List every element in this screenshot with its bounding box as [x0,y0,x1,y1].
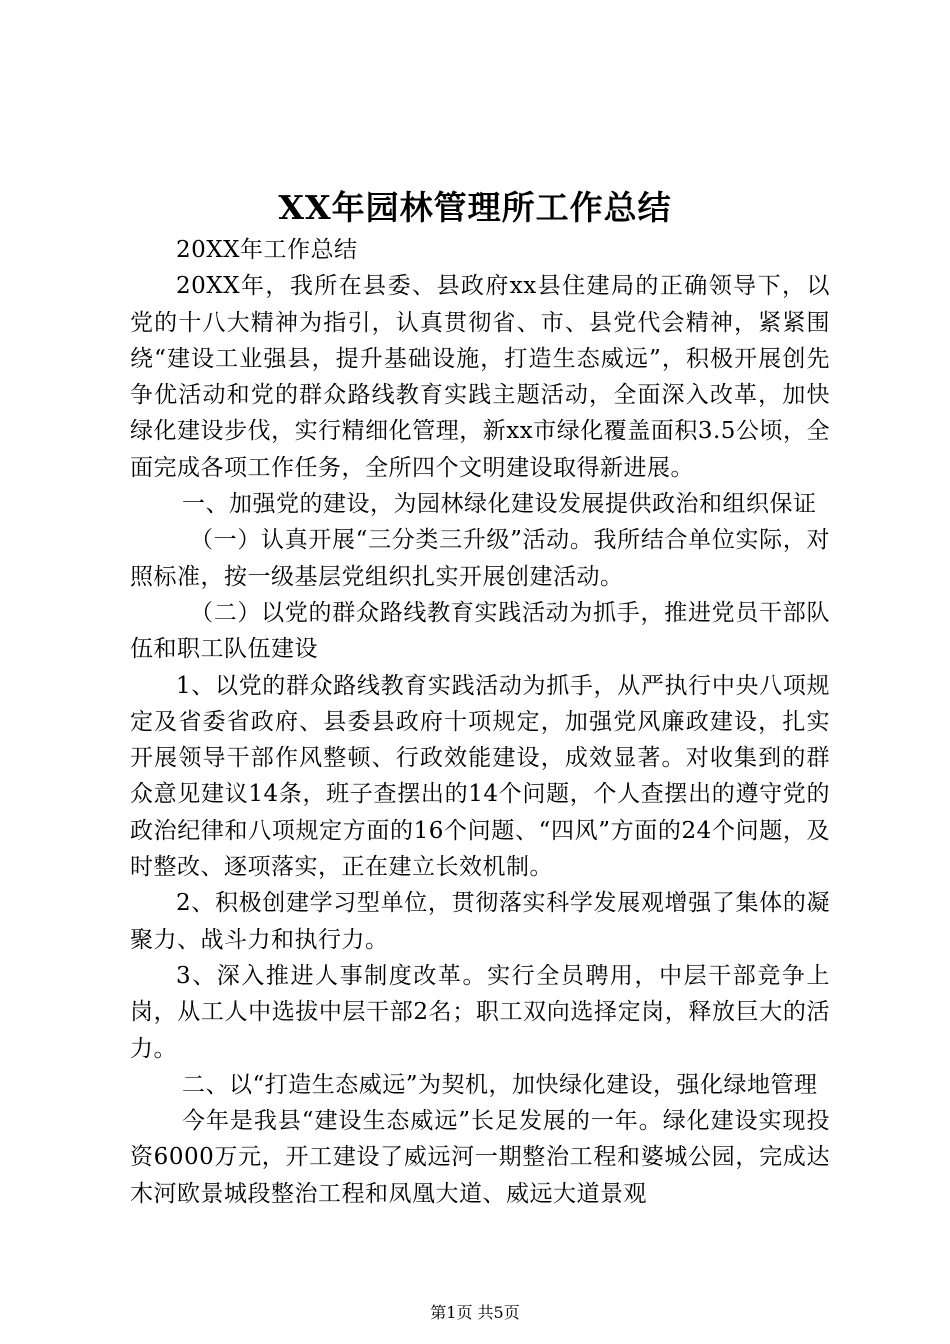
subsection-heading-1-1: （一）认真开展“三分类三升级”活动。我所结合单位实际，对照标准，按一级基层党组织扎实开展创建活动。 [130,527,830,590]
section-heading-2: 二、以“打造生态威远”为契机，加快绿化建设，强化绿地管理 [182,1071,818,1098]
document-title: XX年园林管理所工作总结 [278,188,672,227]
list-item-2: 2、积极创建学习型单位，贯彻落实科学发展观增强了集体的凝聚力、战斗力和执行力。 [130,890,830,953]
list-item-3: 3、深入推进人事制度改革。实行全员聘用，中层干部竞争上岗，从工人中选拔中层干部2名；职工双向选择定岗，释放巨大的活力。 [130,962,830,1062]
page-number: 第1页 共5页 [430,1303,520,1322]
paragraph-intro: 20XX年，我所在县委、县政府xx县住建局的正确领导下，以党的十八大精神为指引，认真贯彻省、市、县党代会精神，紧紧围绕“建设工业强县，提升基础设施，打造生态威远”，积极开展创先争优活动和党的群众路线教育实践主题活动，全面深入改革，加快绿化建设步伐，实行精细化管理，新xx市绿化覆盖面积3.5公顷，全面完成各项工作任务，全所四个文明建设取得新进展。 [130,273,830,481]
document-body [130,232,830,1212]
paragraph-section-2: 今年是我县“建设生态威远”长足发展的一年。绿化建设实现投资6000万元，开工建设了威远河一期整治工程和婆城公园，完成达木河欧景城段整治工程和凤凰大道、威远大道景观 [130,1108,830,1207]
section-heading-1: 一、加强党的建设，为园林绿化建设发展提供政治和组织保证 [182,491,817,518]
list-item-1: 1、以党的群众路线教育实践活动为抓手，从严执行中央八项规定及省委省政府、县委县政府十项规定，加强党风廉政建设，扎实开展领导干部作风整顿、行政效能建设，成效显著。对收集到的群众意见建议14条，班子查摆出的14个问题，个人查摆出的遵守党的政治纪律和八项规定方面的16个问题、“四风”方面的24个问题，及时整改、逐项落实，正在建立长效机制。 [130,672,830,881]
paragraph-subtitle: 20XX年工作总结 [176,237,358,263]
subsection-heading-1-2: （二）以党的群众路线教育实践活动为抓手，推进党员干部队伍和职工队伍建设 [130,599,830,663]
